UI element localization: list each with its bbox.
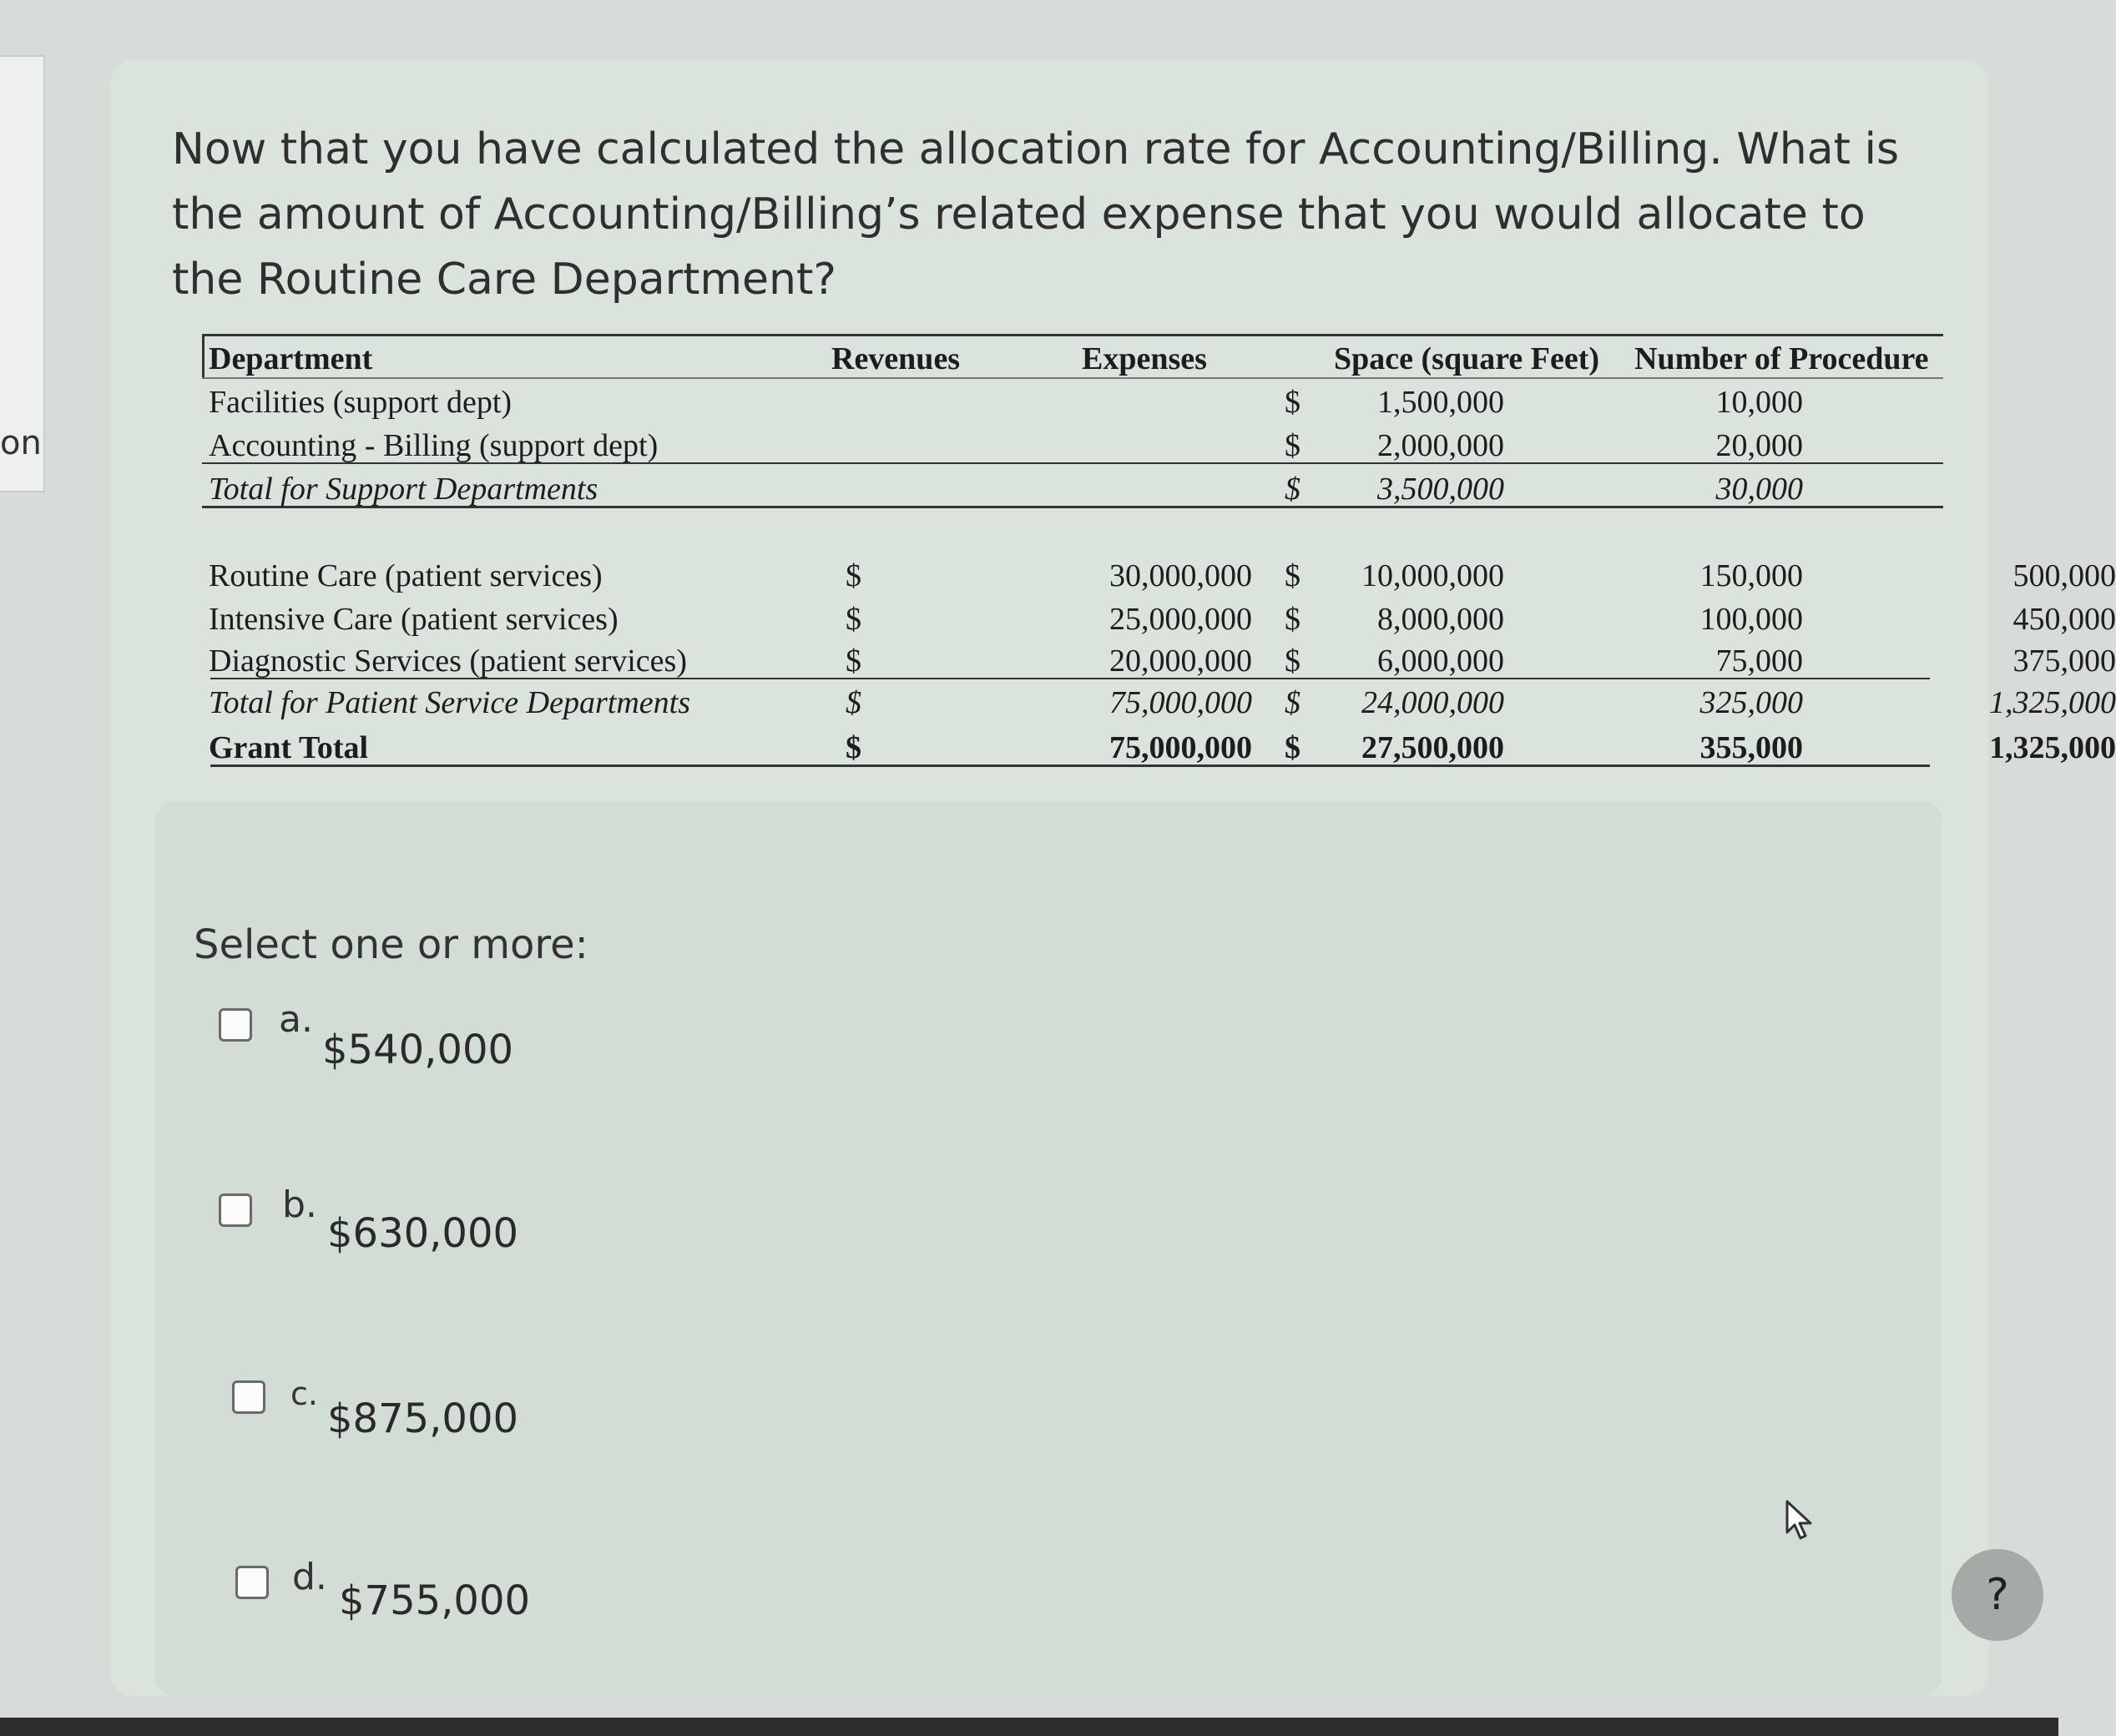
option-text[interactable]: $630,000: [327, 1210, 519, 1257]
table-row: [202, 558, 2116, 601]
header-procedures: Number of Procedure: [1634, 341, 1929, 376]
row-revenue-sign: $: [846, 602, 861, 637]
table-row: [202, 601, 2116, 644]
row-expense-sign: $: [1285, 428, 1300, 463]
row-revenue-sign: $: [846, 558, 861, 593]
table-row: [202, 384, 1943, 427]
row-procedures: 1,325,000: [1989, 685, 2116, 720]
row-department: Routine Care (patient services): [209, 558, 603, 593]
mouse-cursor-icon: [1785, 1499, 1815, 1542]
screen-bottom-bezel: [0, 1718, 2058, 1736]
row-revenues: 75,000,000: [1109, 730, 1252, 765]
row-expense-sign: $: [1285, 685, 1300, 720]
checkbox-b[interactable]: [219, 1194, 252, 1227]
option-letter: b.: [282, 1183, 317, 1226]
option-text[interactable]: $755,000: [339, 1577, 531, 1624]
table-row-support-total: [202, 471, 1943, 514]
row-expenses: 2,000,000: [1377, 428, 1504, 463]
row-expense-sign: $: [1285, 643, 1300, 679]
row-revenue-sign: $: [846, 685, 861, 720]
table-row-grand-total: [202, 729, 2116, 773]
row-department: Grant Total: [209, 730, 369, 765]
row-procedures: 1,325,000: [1989, 730, 2116, 765]
row-space: 150,000: [1699, 558, 1803, 593]
row-space: 20,000: [1715, 428, 1803, 463]
checkbox-d[interactable]: [235, 1566, 269, 1599]
left-nav-label: on: [0, 424, 42, 462]
row-space: 100,000: [1699, 602, 1803, 637]
option-text[interactable]: $875,000: [327, 1395, 519, 1442]
row-space: 325,000: [1699, 685, 1803, 720]
option-letter: d.: [292, 1556, 327, 1598]
row-department: Total for Patient Service Departments: [209, 685, 690, 720]
header-revenues: Revenues: [831, 341, 961, 376]
row-space: 10,000: [1715, 385, 1803, 420]
row-space: 75,000: [1715, 643, 1803, 679]
row-revenues: 30,000,000: [1109, 558, 1252, 593]
checkbox-a[interactable]: [219, 1008, 252, 1042]
row-procedures: 500,000: [2012, 558, 2116, 593]
row-space: 30,000: [1715, 472, 1803, 507]
table-row-patient-total: [202, 684, 2116, 728]
row-expense-sign: $: [1285, 730, 1300, 765]
data-table: [202, 332, 2116, 770]
row-expenses: 8,000,000: [1377, 602, 1504, 637]
row-expenses: 3,500,000: [1377, 472, 1504, 507]
checkbox-c[interactable]: [232, 1380, 265, 1414]
row-expense-sign: $: [1285, 385, 1300, 420]
row-department: Total for Support Departments: [209, 472, 598, 507]
row-revenue-sign: $: [846, 643, 861, 679]
row-revenues: 20,000,000: [1109, 643, 1252, 679]
row-expenses: 1,500,000: [1377, 385, 1504, 420]
row-expenses: 27,500,000: [1361, 730, 1504, 765]
row-department: Intensive Care (patient services): [209, 602, 619, 637]
help-button[interactable]: ?: [1952, 1549, 2043, 1641]
row-revenues: 25,000,000: [1109, 602, 1252, 637]
row-expenses: 24,000,000: [1361, 685, 1504, 720]
row-expenses: 10,000,000: [1361, 558, 1504, 593]
row-department: Accounting - Billing (support dept): [209, 428, 659, 463]
row-expense-sign: $: [1285, 558, 1300, 593]
header-department: Department: [209, 341, 373, 376]
row-space: 355,000: [1699, 730, 1803, 765]
header-expenses: Expenses: [1082, 341, 1207, 376]
question-text: Now that you have calculated the allocation rate for Accounting/Billing. What is the amount of Accounting/Billing’s related expense that you would allocate to the Routine Care Department?: [172, 124, 1900, 305]
row-department: Facilities (support dept): [209, 385, 513, 420]
row-procedures: 375,000: [2012, 643, 2116, 679]
row-procedures: 450,000: [2012, 602, 2116, 637]
row-expense-sign: $: [1285, 472, 1300, 507]
table-top-rule: [202, 334, 1943, 336]
option-text[interactable]: $540,000: [322, 1027, 514, 1073]
row-revenue-sign: $: [846, 730, 861, 765]
row-revenues: 75,000,000: [1109, 685, 1252, 720]
table-header: [202, 341, 1943, 384]
row-expenses: 6,000,000: [1377, 643, 1504, 679]
header-space: Space (square Feet): [1334, 341, 1600, 376]
select-prompt: Select one or more:: [194, 921, 588, 968]
option-letter: c.: [290, 1375, 318, 1412]
row-expense-sign: $: [1285, 602, 1300, 637]
table-row: [202, 643, 2116, 686]
row-department: Diagnostic Services (patient services): [209, 643, 687, 679]
table-row: [202, 427, 1943, 471]
option-letter: a.: [279, 998, 313, 1041]
